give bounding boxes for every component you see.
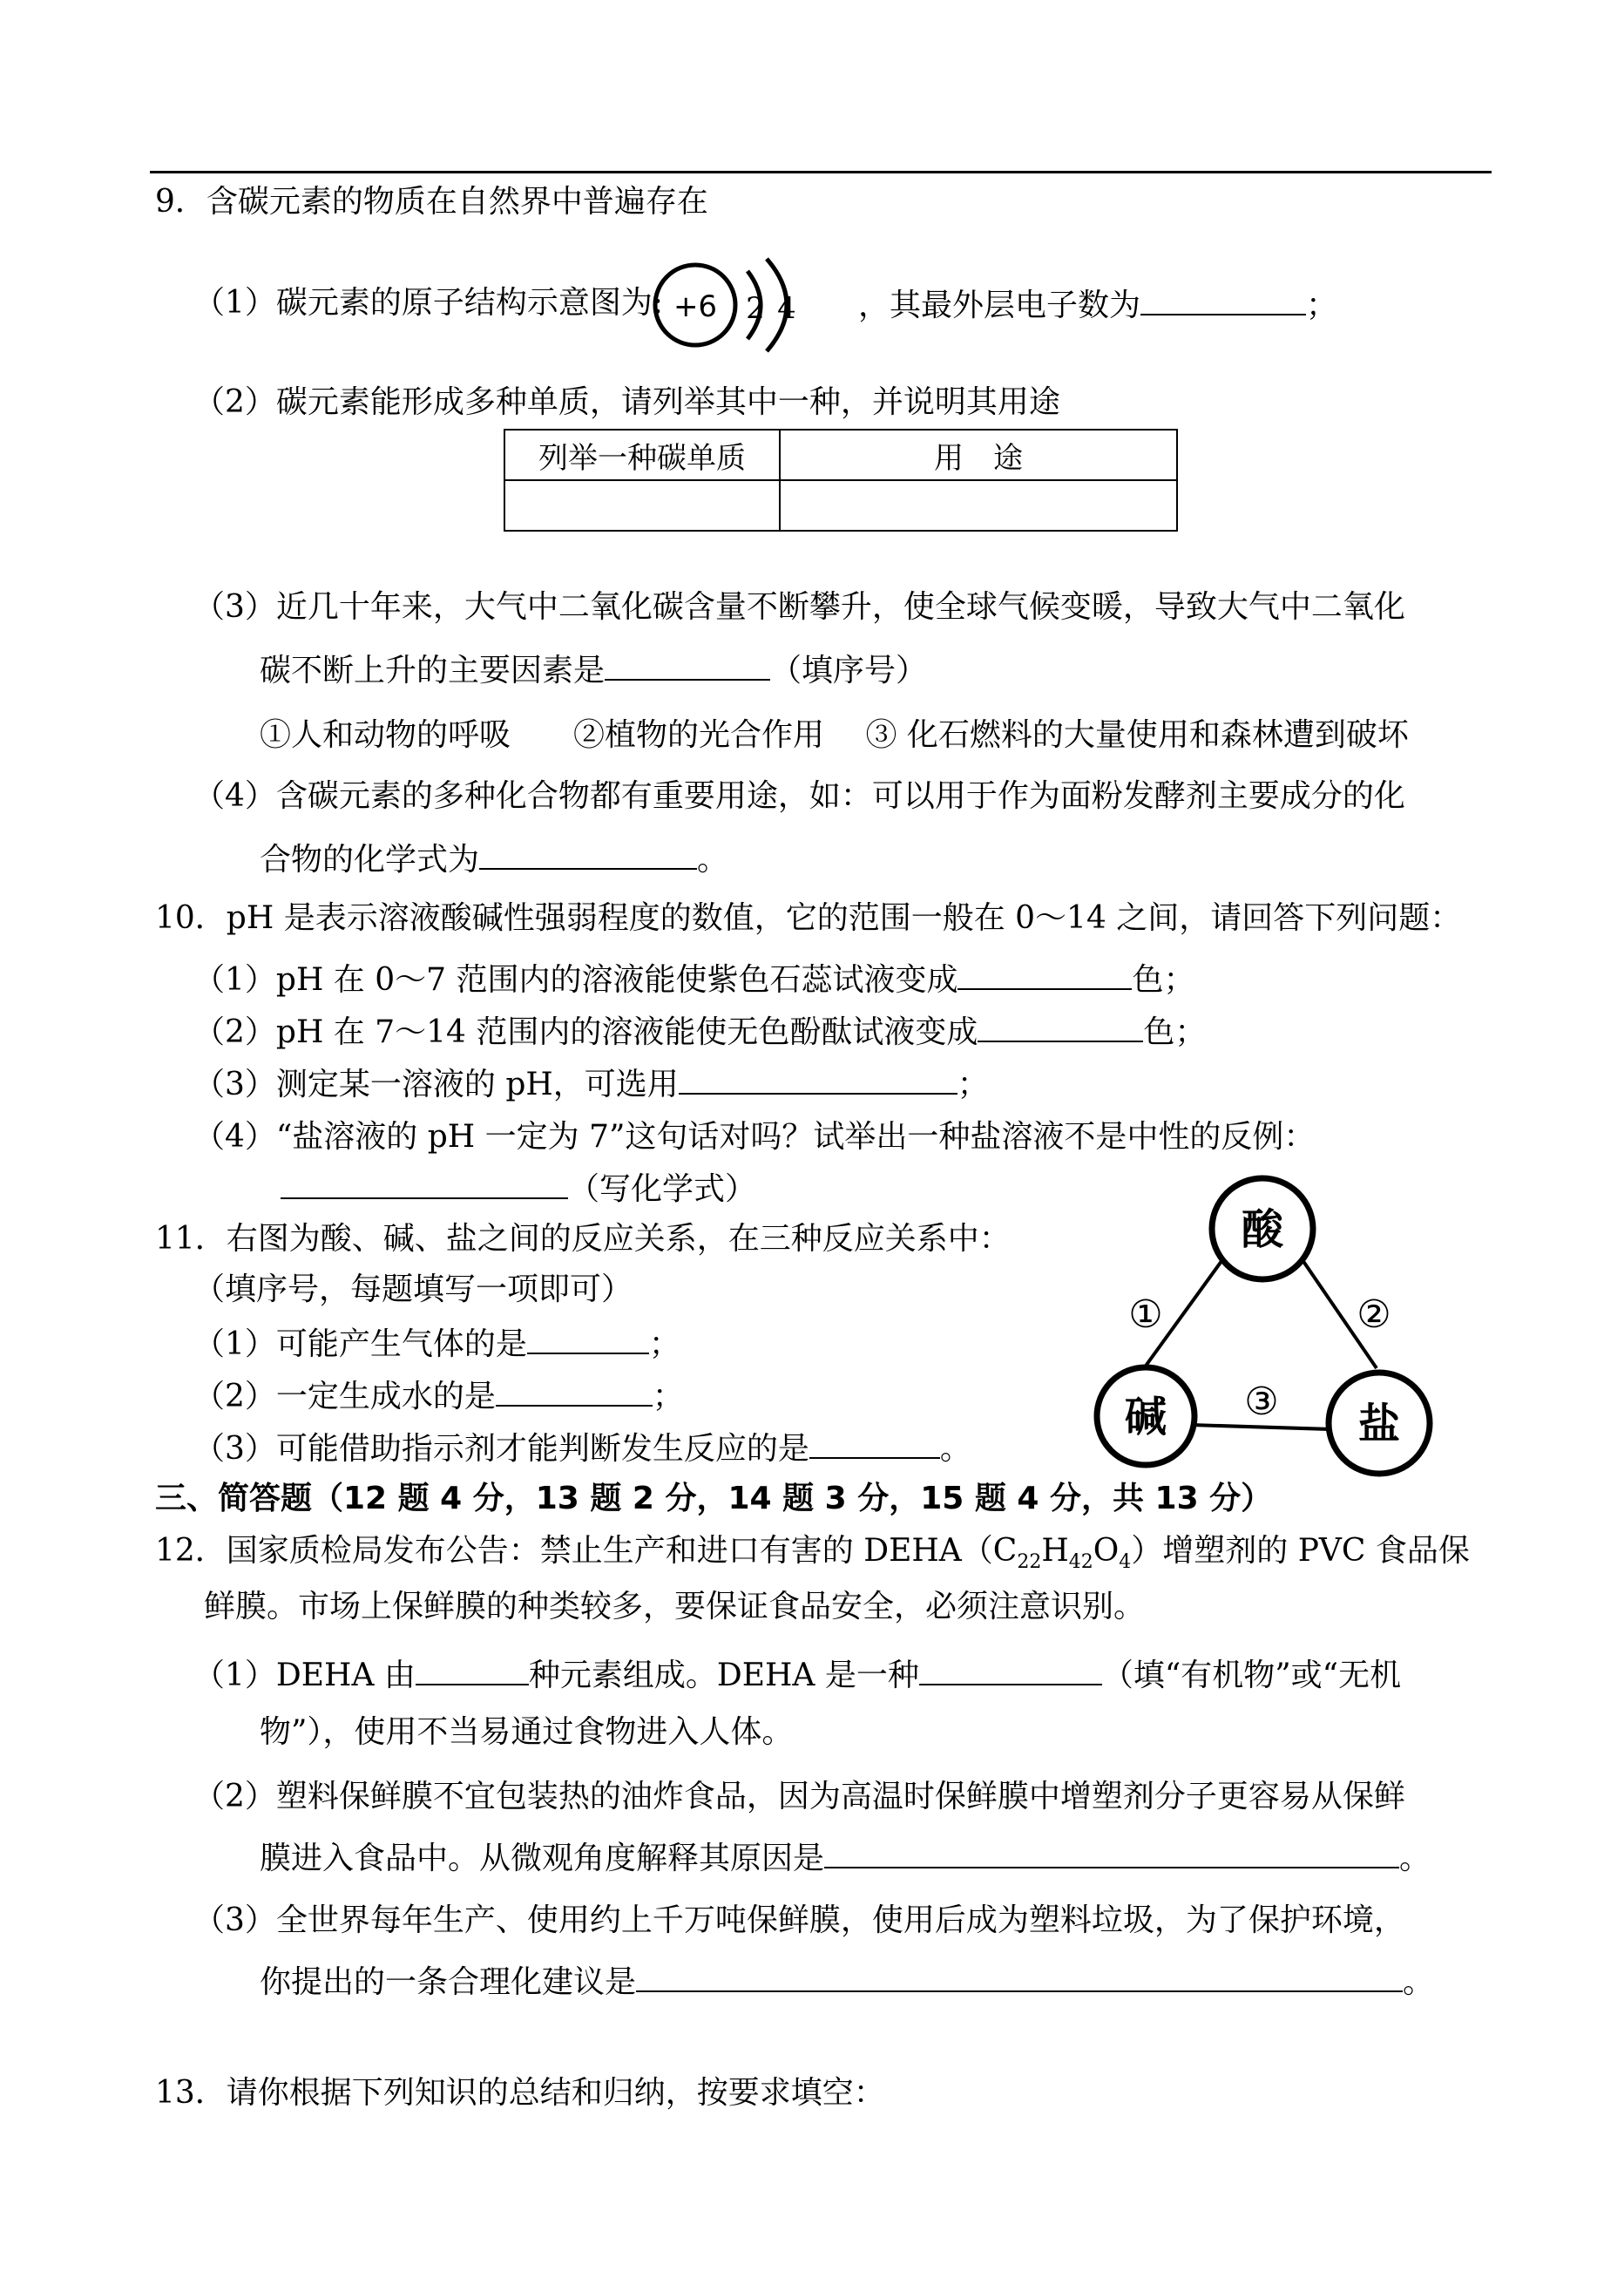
q9-part1 [193,284,663,322]
q9-part4-line1: （4）含碳元素的多种化合物都有重要用途，如：可以用于作为面粉发酵剂主要成分的化 [193,778,1405,814]
q10-part4-suffix: （写化学式） [568,1171,757,1207]
q10-part4-line1: （4）“盐溶液的 pH 一定为 7”这句话对吗？试举出一种盐溶液不是中性的反例： [193,1119,1316,1155]
q10-part4-answer-blank[interactable] [281,1168,568,1199]
q12-part3-line1: （3）全世界每年生产、使用约上千万吨保鲜膜，使用后成为塑料垃圾，为了保护环境， [193,1902,1405,1938]
base-label: 碱 [1124,1393,1167,1441]
q11-part2-suffix: ； [652,1379,684,1414]
q12-part1-line1 [193,1654,1401,1695]
q12-part1-suffix: （填“有机物”或“无机 [1101,1658,1402,1693]
q9-part3-line2 [260,649,927,690]
atom-nucleus-charge: +6 [673,289,718,324]
diagram-edge-base-salt [1191,1425,1330,1429]
q10-part4-line2 [281,1168,756,1209]
q9-part4-suffix: 。 [697,842,729,878]
q10-stem: 10．pH 是表示溶液酸碱性强弱程度的数值，它的范围一般在 0～14 之间，请回答下列问题： [155,900,1462,936]
reaction-1-label: ① [1128,1292,1163,1337]
q11-part3-prefix: （3）可能借助指示剂才能判断发生反应的是 [193,1431,809,1467]
q9-stem: 9．含碳元素的物质在自然界中普遍存在 [155,184,708,220]
carbon-atom-diagram [645,248,863,362]
q12-part2-line1: （2）塑料保鲜膜不宜包装热的油炸食品，因为高温时保鲜膜中增塑剂分子更容易从保鲜 [193,1779,1405,1814]
q12-part1-mid: 种元素组成。DEHA 是一种 [528,1658,919,1693]
reaction-3-label: ③ [1244,1380,1279,1424]
carbon-element-table [504,429,1178,532]
q12-stem-line2: 鲜膜。市场上保鲜膜的种类较多，要保证食品安全，必须注意识别。 [204,1589,1146,1624]
q11-part3-answer-blank[interactable] [809,1427,940,1459]
acid-label: 酸 [1241,1205,1284,1254]
q10-part1 [193,959,1195,1000]
q9-part1-prefix: （1）碳元素的原子结构示意图为: [193,285,664,321]
top-rule [150,171,1492,173]
q11-part1 [193,1323,680,1364]
q9-part1-suffix: ，其最外层电子数为 [858,288,1141,323]
table-cell-element-answer[interactable] [504,480,780,531]
q9-part3-answer-blank[interactable] [605,649,770,681]
q11-part2-prefix: （2）一定生成水的是 [193,1379,496,1414]
q10-part1-answer-blank[interactable] [957,959,1132,990]
q10-part1-prefix: （1）pH 在 0～7 范围内的溶液能使紫色石蕊试液变成 [193,962,958,998]
q12-part1-prefix: （1）DEHA 由 [193,1658,416,1693]
q10-part3 [193,1063,989,1104]
q11-stem: 11．右图为酸、碱、盐之间的反应关系，在三种反应关系中： [155,1221,1011,1257]
q9-part3-options: ①人和动物的呼吸 ②植物的光合作用 ③ 化石燃料的大量使用和森林遭到破坏 [260,717,1409,753]
q12-part3-suffix: 。 [1403,1964,1435,2000]
q13-stem: 13．请你根据下列知识的总结和归纳，按要求填空： [155,2075,885,2111]
q11-part3 [193,1427,971,1468]
q9-part1-end: ； [1306,288,1338,323]
q10-part1-suffix: 色； [1132,962,1195,998]
q10-part2 [193,1011,1206,1052]
q12-stem-line1 [155,1532,1470,1582]
q11-part3-suffix: 。 [939,1431,971,1467]
q12-part1-line2: 物”），使用不当易通过食物进入人体。 [260,1714,794,1750]
q9-part4-line2 [260,838,728,879]
q10-part2-answer-blank[interactable] [978,1011,1143,1042]
q11-hint: （填序号，每题填写一项即可） [193,1271,633,1307]
q11-part1-suffix: ； [648,1326,680,1362]
q12-part2-prefix: 膜进入食品中。从微观角度解释其原因是 [260,1841,825,1876]
q12-stem-suffix: ）增塑剂的 PVC 食品保 [1131,1533,1470,1569]
formula-sub-c: 22 [1017,1551,1042,1574]
section-3-heading: 三、简答题（12 题 4 分，13 题 2 分，14 题 3 分，15 题 4 分，共 13 分） [155,1481,1273,1516]
table-header-element: 列举一种碳单质 [504,430,780,480]
formula-sub-o: 4 [1119,1551,1132,1574]
formula-o: O [1093,1533,1120,1569]
q12-stem-prefix: 12．国家质检局发布公告：禁止生产和进口有害的 DEHA（C [155,1533,1018,1569]
q10-part2-suffix: 色； [1143,1014,1207,1050]
q9-part3-line1: （3）近几十年来，大气中二氧化碳含量不断攀升，使全球气候变暖，导致大气中二氧化 [193,589,1405,625]
q9-part3-prefix: 碳不断上升的主要因素是 [260,653,606,688]
q9-part1-tail [858,284,1337,325]
reaction-2-label: ② [1357,1292,1391,1337]
q11-part2-answer-blank[interactable] [496,1375,653,1407]
q9-part4-answer-blank[interactable] [479,838,697,870]
formula-h: H [1041,1533,1069,1569]
q12-part1-blank-elements[interactable] [416,1654,529,1685]
formula-sub-h: 42 [1068,1551,1093,1574]
salt-label: 盐 [1357,1400,1401,1448]
atom-shell-2-electrons: 4 [777,291,796,326]
q12-part2-line2 [260,1837,1431,1878]
q12-part1-blank-type[interactable] [919,1654,1102,1685]
table-cell-use-answer[interactable] [780,480,1177,531]
q11-part1-prefix: （1）可能产生气体的是 [193,1326,527,1362]
q11-part1-answer-blank[interactable] [527,1323,649,1354]
q9-part4-prefix: 合物的化学式为 [260,842,480,878]
q12-part2-answer-blank[interactable] [824,1837,1399,1868]
table-header-use: 用 途 [780,430,1177,480]
q10-part3-answer-blank[interactable] [679,1063,957,1095]
q10-part2-prefix: （2）pH 在 7～14 范围内的溶液能使无色酚酞试液变成 [193,1014,978,1050]
q12-part3-answer-blank[interactable] [636,1961,1403,1992]
q10-part3-suffix: ； [957,1067,989,1102]
q12-part3-line2 [260,1961,1434,2002]
q9-part3-suffix: （填序号） [770,653,928,688]
q9-part1-answer-blank[interactable] [1140,284,1306,315]
acid-base-salt-diagram [1085,1163,1451,1482]
q9-part2: （2）碳元素能形成多种单质，请列举其中一种，并说明其用途 [193,384,1060,420]
q12-part3-prefix: 你提出的一条合理化建议是 [260,1964,637,2000]
atom-shell-1-electrons: 2 [746,291,765,326]
q11-part2 [193,1375,684,1416]
q12-part2-suffix: 。 [1399,1841,1431,1876]
q10-part3-prefix: （3）测定某一溶液的 pH，可选用 [193,1067,679,1102]
